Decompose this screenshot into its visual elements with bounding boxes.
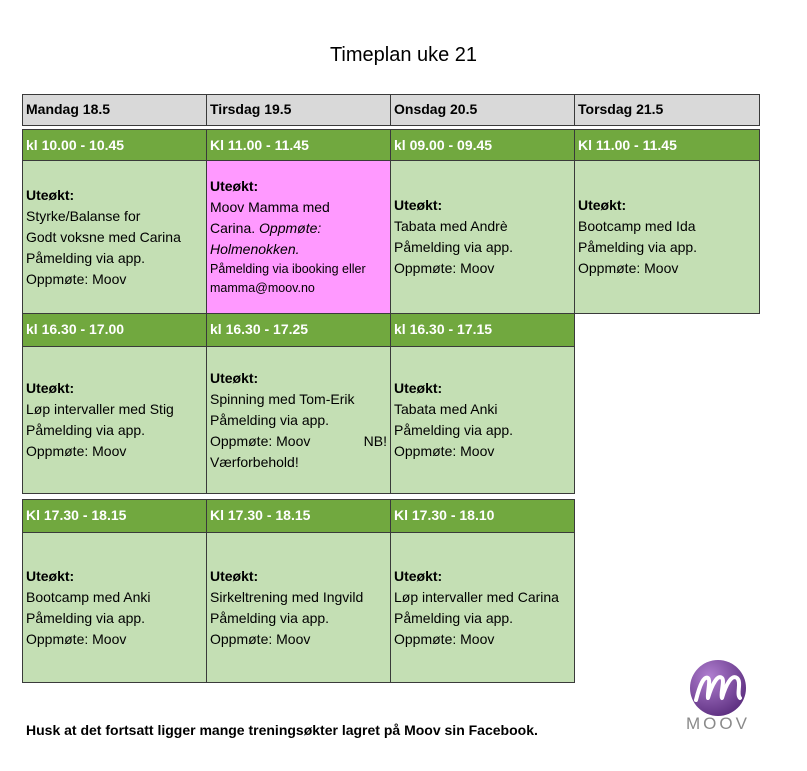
session-line: Spinning med Tom-Erik xyxy=(210,390,355,407)
time-slot: kl 16.30 - 17.25 xyxy=(206,313,391,347)
nb-note: NB! xyxy=(363,432,387,449)
day-header-wednesday: Onsdag 20.5 xyxy=(390,94,575,126)
session-label: Uteøkt: xyxy=(210,567,259,584)
session-cell xyxy=(22,346,207,494)
contact-email: mamma@moov.no xyxy=(210,281,315,295)
time-slot: Kl 11.00 - 11.45 xyxy=(574,129,760,161)
session-cell xyxy=(206,532,391,683)
session-line: Moov Mamma med xyxy=(210,199,330,215)
session-label: Uteøkt: xyxy=(26,567,75,584)
time-slot: kl 16.30 - 17.15 xyxy=(390,313,575,347)
session-label: Uteøkt: xyxy=(394,197,443,213)
session-line: Påmelding via app. xyxy=(578,239,698,255)
session-line: Oppmøte: Moov xyxy=(26,443,127,459)
session-line: Bootcamp med Ida xyxy=(578,218,696,234)
day-header-thursday: Torsdag 21.5 xyxy=(574,94,760,126)
meeting-point: Oppmøte: xyxy=(259,220,322,236)
day-header-tuesday: Tirsdag 19.5 xyxy=(206,94,391,126)
session-line: Påmelding via app. xyxy=(210,411,330,428)
session-cell xyxy=(574,160,760,314)
time-slot: kl 10.00 - 10.45 xyxy=(22,129,207,161)
session-line: Bootcamp med Anki xyxy=(26,588,151,605)
session-line xyxy=(210,218,387,239)
session-label: Uteøkt: xyxy=(26,380,75,396)
meeting-point xyxy=(210,239,387,260)
session-line: Påmelding via ibooking eller xyxy=(210,262,366,276)
footer-note: Husk at det fortsatt ligger mange treningsøkter lagret på Moov sin Facebook. xyxy=(26,722,538,738)
meeting-point: Oppmøte: Moov xyxy=(210,432,311,449)
session-line: Påmelding via app. xyxy=(394,422,514,438)
session-line: Sirkeltrening med Ingvild xyxy=(210,588,364,605)
session-line: Påmelding via app. xyxy=(26,249,146,266)
session-cell xyxy=(206,346,391,494)
logo-wordmark: MOOV xyxy=(686,714,750,733)
session-text: Carina. xyxy=(210,220,260,236)
session-line: Oppmøte: Moov xyxy=(394,630,495,647)
weather-note: Værforbehold! xyxy=(210,453,299,470)
session-line: Løp intervaller med Carina xyxy=(394,588,559,605)
time-slot: Kl 17.30 - 18.15 xyxy=(22,499,207,533)
session-line xyxy=(210,431,387,452)
time-slot: Kl 11.00 - 11.45 xyxy=(206,129,391,161)
session-cell xyxy=(22,532,207,683)
session-label: Uteøkt: xyxy=(394,567,443,584)
session-label: Uteøkt: xyxy=(26,186,75,203)
time-slot: kl 16.30 - 17.00 xyxy=(22,313,207,347)
session-line: Oppmøte: Moov xyxy=(578,260,679,276)
time-slot: Kl 17.30 - 18.15 xyxy=(206,499,391,533)
session-line: Oppmøte: Moov xyxy=(26,630,127,647)
session-line: Styrke/Balanse for xyxy=(26,207,141,224)
session-label: Uteøkt: xyxy=(394,380,443,396)
day-header-monday: Mandag 18.5 xyxy=(22,94,207,126)
session-line: Påmelding via app. xyxy=(210,609,330,626)
session-label: Uteøkt: xyxy=(210,369,259,386)
session-cell xyxy=(390,346,575,494)
session-cell-highlighted xyxy=(206,160,391,314)
session-line: Tabata med Andrè xyxy=(394,218,508,234)
session-line: Påmelding via app. xyxy=(26,609,146,626)
session-line: Løp intervaller med Stig xyxy=(26,401,174,417)
meeting-point-text: Holmenokken. xyxy=(210,241,300,257)
time-slot: Kl 17.30 - 18.10 xyxy=(390,499,575,533)
session-label: Uteøkt: xyxy=(210,178,259,194)
session-line: Tabata med Anki xyxy=(394,401,498,417)
session-line: Påmelding via app. xyxy=(26,422,146,438)
session-cell xyxy=(390,532,575,683)
session-line: Oppmøte: Moov xyxy=(26,270,127,287)
session-line: Påmelding via app. xyxy=(394,609,514,626)
session-label: Uteøkt: xyxy=(578,197,627,213)
session-line: Oppmøte: Moov xyxy=(210,630,311,647)
session-cell xyxy=(22,160,207,314)
time-slot: kl 09.00 - 09.45 xyxy=(390,129,575,161)
session-line: Godt voksne med Carina xyxy=(26,228,181,245)
page-title: Timeplan uke 21 xyxy=(329,44,478,66)
session-cell xyxy=(390,160,575,314)
session-line: Oppmøte: Moov xyxy=(394,443,495,459)
session-line: Påmelding via app. xyxy=(394,239,514,255)
session-line: Oppmøte: Moov xyxy=(394,260,495,276)
